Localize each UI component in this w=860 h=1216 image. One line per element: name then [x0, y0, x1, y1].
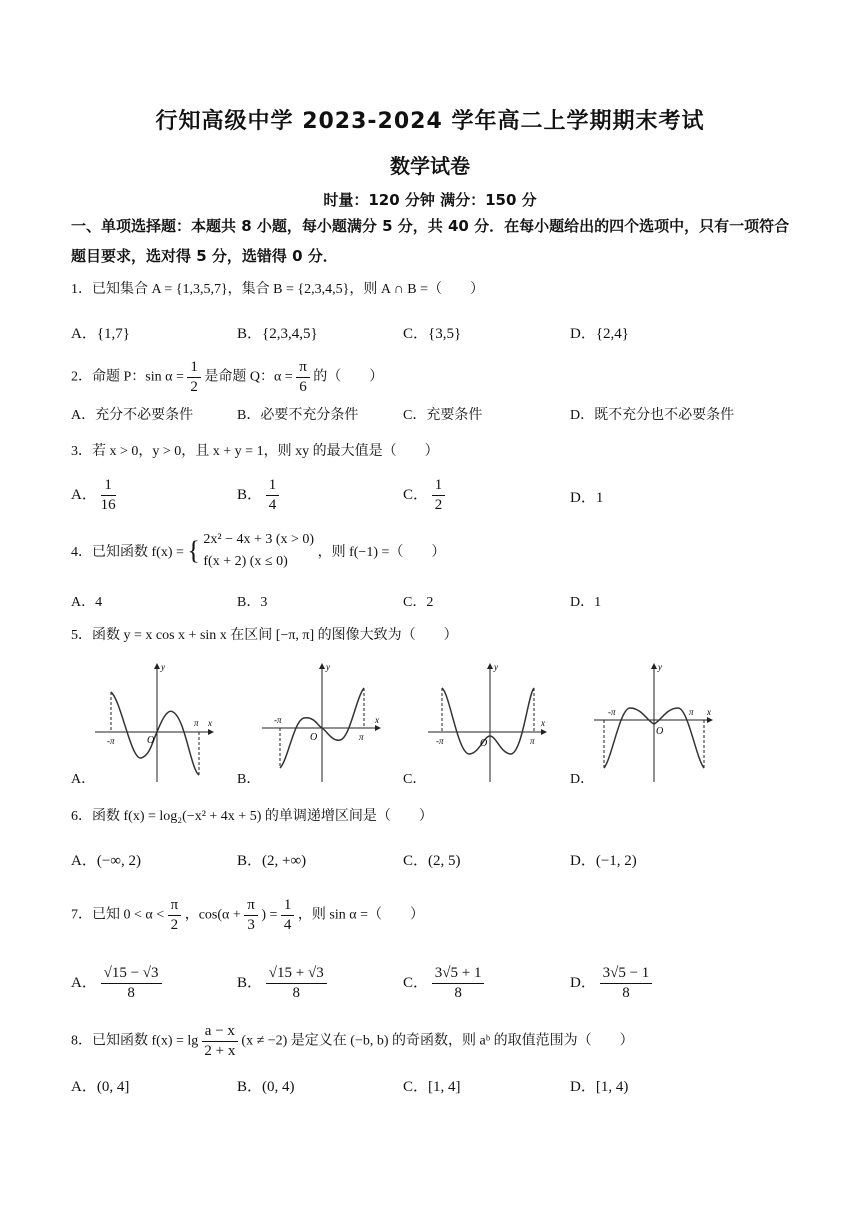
exam-meta: 时量：120 分钟 满分：150 分: [323, 191, 537, 209]
q3-option-b[interactable]: B． $\frac{1}{4}$: [237, 476, 279, 515]
q2-fraction-2: $\frac{\pi}{6}$: [296, 358, 310, 397]
q5-graph-c[interactable]: [428, 660, 553, 785]
q7-option-b[interactable]: B． $\frac{√15 + √3}{8}$: [237, 964, 327, 1003]
svg-text:y: y: [326, 662, 330, 672]
svg-text:-π: -π: [608, 707, 616, 717]
q5-option-a[interactable]: A．: [71, 772, 96, 787]
q2-stem-part-a: 2．命题 P：sin α =: [71, 369, 184, 385]
q5-option-c[interactable]: C．: [403, 772, 427, 787]
q5-graph-a[interactable]: [95, 660, 220, 785]
q2-stem-part-c: 的（ ）: [313, 369, 384, 385]
q6-option-d[interactable]: D．(−1, 2): [570, 853, 637, 869]
exam-title: 行知高级中学 2023-2024 学年高二上学期期末考试: [155, 109, 705, 134]
svg-text:π: π: [689, 707, 694, 717]
question-3-stem: 3．若 x > 0，y > 0，且 x + y = 1，则 xy 的最大值是（ ）: [71, 444, 439, 459]
q1-option-c[interactable]: C．{3,5}: [403, 326, 462, 342]
svg-text:O: O: [310, 732, 318, 743]
svg-text:y: y: [494, 662, 498, 672]
q1-option-d[interactable]: D．{2,4}: [570, 326, 629, 342]
q6-option-b[interactable]: B．(2, +∞): [237, 853, 307, 869]
question-1-stem: 1．已知集合 A = {1,3,5,7}，集合 B = {2,3,4,5}，则 A ∩ B =（ ）: [71, 282, 485, 297]
q8-option-a[interactable]: A．(0, 4]: [71, 1079, 130, 1095]
question-7-stem: 7．已知 0 < α < $\frac{\pi}{2}$ ，cos(α + $\frac{\pi}{3}$ ) = $\frac{1}{4}$ ，则 sin α =（ ）: [71, 897, 424, 933]
q4-case-1: 2x² − 4x + 3 (x > 0): [203, 532, 315, 547]
svg-text:O: O: [147, 735, 155, 746]
svg-text:-π: -π: [107, 736, 115, 746]
svg-text:x: x: [541, 718, 545, 728]
question-5-stem: 5．函数 y = x cos x + sin x 在区间 [−π, π] 的图像大致为（ ）: [71, 628, 458, 643]
svg-text:y: y: [658, 662, 662, 672]
q5-graph-d[interactable]: [594, 660, 719, 785]
q1-option-a[interactable]: A．{1,7}: [71, 326, 130, 342]
section-heading: 一、单项选择题：本题共 8 小题，每小题满分 5 分，共 40 分．在每小题给出的四个选项中，只有一项符合题目要求，选对得 5 分，选错得 0 分．: [71, 217, 790, 265]
svg-text:-π: -π: [436, 736, 444, 746]
svg-text:x: x: [208, 718, 212, 728]
q2-stem-part-b: 是命题 Q：α =: [204, 369, 293, 385]
svg-text:π: π: [194, 718, 199, 728]
q5-option-d[interactable]: D．: [570, 772, 595, 787]
q3-option-d[interactable]: D．1: [570, 490, 604, 506]
q2-option-c[interactable]: C．充要条件: [403, 408, 483, 423]
q7-option-c[interactable]: C． $\frac{3√5 + 1}{8}$: [403, 964, 484, 1003]
q3-option-c[interactable]: C． $\frac{1}{2}$: [403, 476, 445, 515]
q7-option-d[interactable]: D． $\frac{3√5 - 1}{8}$: [570, 964, 652, 1003]
question-4-stem: 4．已知函数 f(x) = { 2x² − 4x + 3 (x > 0) f(x + 2) (x ≤ 0) ，则 f(−1) =（ ）: [71, 527, 445, 575]
q3-option-a[interactable]: A． $\frac{1}{16}$: [71, 477, 116, 513]
q6-option-a[interactable]: A．(−∞, 2): [71, 853, 141, 869]
q5-option-b[interactable]: B．: [237, 772, 261, 787]
q6-option-c[interactable]: C．(2, 5): [403, 853, 461, 869]
svg-text:O: O: [656, 726, 664, 737]
q4-option-d[interactable]: D．1: [570, 595, 602, 610]
q2-option-b[interactable]: B．必要不充分条件: [237, 408, 359, 423]
question-2-stem: [71, 358, 383, 397]
svg-text:O: O: [480, 738, 488, 749]
q2-fraction-1: $\frac{1}{2}$: [187, 358, 201, 397]
q4-option-c[interactable]: C．2: [403, 595, 434, 610]
q2-option-a[interactable]: A．充分不必要条件: [71, 408, 194, 423]
q7-option-a[interactable]: A． $\frac{√15 - √3}{8}$: [71, 964, 162, 1003]
exam-subject: 数学试卷: [390, 154, 470, 178]
q8-option-d[interactable]: D．[1, 4): [570, 1079, 629, 1095]
curve: [111, 692, 199, 775]
q1-option-b[interactable]: B．{2,3,4,5}: [237, 326, 318, 342]
svg-text:x: x: [375, 715, 379, 725]
svg-text:π: π: [530, 736, 535, 746]
q2-option-d[interactable]: D．既不充分也不必要条件: [570, 408, 735, 423]
curve: [442, 688, 534, 754]
svg-text:π: π: [359, 732, 364, 742]
q5-graph-b[interactable]: [262, 660, 387, 785]
svg-text:y: y: [161, 662, 165, 672]
q4-option-b[interactable]: B．3: [237, 595, 268, 610]
svg-text:-π: -π: [274, 715, 282, 725]
q4-option-a[interactable]: A．4: [71, 595, 103, 610]
q8-option-b[interactable]: B．(0, 4): [237, 1079, 295, 1095]
q4-case-2: f(x + 2) (x ≤ 0): [203, 554, 288, 569]
svg-text:x: x: [707, 707, 711, 717]
question-6-stem: 6．函数 f(x) = log₂(−x² + 4x + 5) 的单调递增区间是（ ）: [71, 809, 433, 824]
question-8-stem: 8．已知函数 f(x) = lg $\frac{a - x}{2 + x}$ (x ≠ −2) 是定义在 (−b, b) 的奇函数，则 aᵇ 的取值范围为（ ）: [71, 1023, 634, 1059]
q8-option-c[interactable]: C．[1, 4]: [403, 1079, 461, 1095]
